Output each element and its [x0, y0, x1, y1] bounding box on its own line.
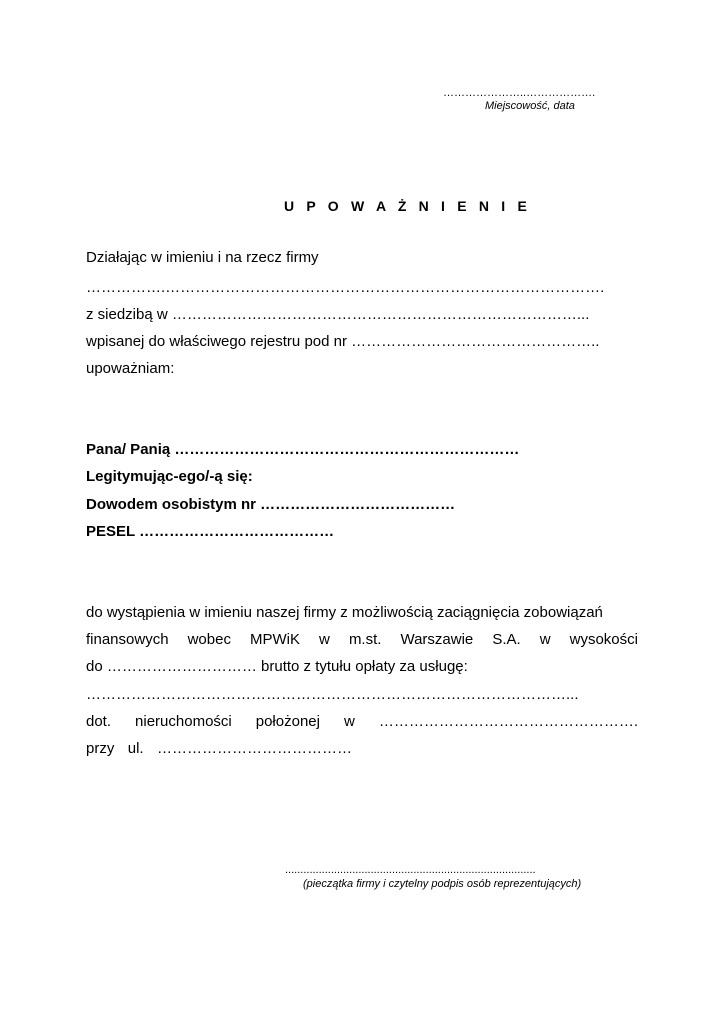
date-place-dots: …………………..……………….	[443, 87, 596, 99]
document-title: U P O W A Ż N I E N I E	[284, 198, 531, 214]
scope-word: ul.	[127, 740, 144, 757]
scope-word: MPWiK	[250, 631, 300, 648]
signature-label: (pieczątka firmy i czytelny podpis osób reprezentujących)	[303, 878, 582, 890]
scope-word: nieruchomości	[135, 713, 232, 730]
scope-line-5	[86, 713, 638, 731]
intro-line-authorize: upoważniam:	[86, 360, 175, 377]
scope-word: w	[319, 631, 330, 648]
scope-line-1: do wystąpienia w imieniu naszej firmy z możliwością zaciągnięcia zobowiązań	[86, 604, 603, 621]
scope-word: dot.	[86, 713, 112, 730]
signature-dots: ..................................................................................	[285, 864, 536, 876]
scope-word: m.st.	[348, 631, 382, 648]
scope-line-6	[86, 740, 352, 758]
scope-word: wobec	[187, 631, 231, 648]
intro-line-seat: z siedzibą w ………………………………………………………………………...	[86, 306, 590, 323]
scope-word: finansowych	[86, 631, 169, 648]
scope-line-4: ……………………………………………………………………………………...	[86, 686, 579, 703]
scope-word: w	[539, 631, 551, 648]
scope-word: …………………………………	[157, 740, 352, 757]
scope-word: S.A.	[492, 631, 521, 648]
intro-line-register: wpisanej do właściwego rejestru pod nr …………………………………………..	[86, 333, 600, 350]
intro-line-company: Działając w imieniu i na rzecz firmy	[86, 249, 319, 266]
person-name-line: Pana/ Panią ……………………………………………………………	[86, 441, 520, 458]
person-id-number: Dowodem osobistym nr …………………………………	[86, 496, 456, 513]
scope-word: przy	[86, 740, 115, 757]
person-id-heading: Legitymując-ego/-ą się:	[86, 468, 253, 485]
scope-line-2	[86, 631, 638, 649]
scope-line-3: do ………………………… brutto z tytułu opłaty za usługę:	[86, 658, 468, 675]
scope-word: w	[343, 713, 355, 730]
scope-word: położonej	[255, 713, 320, 730]
scope-word: wysokości	[569, 631, 638, 648]
scope-word: …………………………………………….	[378, 713, 638, 730]
person-pesel: PESEL …………………………………	[86, 523, 335, 540]
scope-word: Warszawie	[400, 631, 474, 648]
date-place-label: Miejscowość, data	[485, 100, 575, 112]
intro-line-company-dots: …………….…………………………………………………………………………….	[86, 279, 605, 296]
